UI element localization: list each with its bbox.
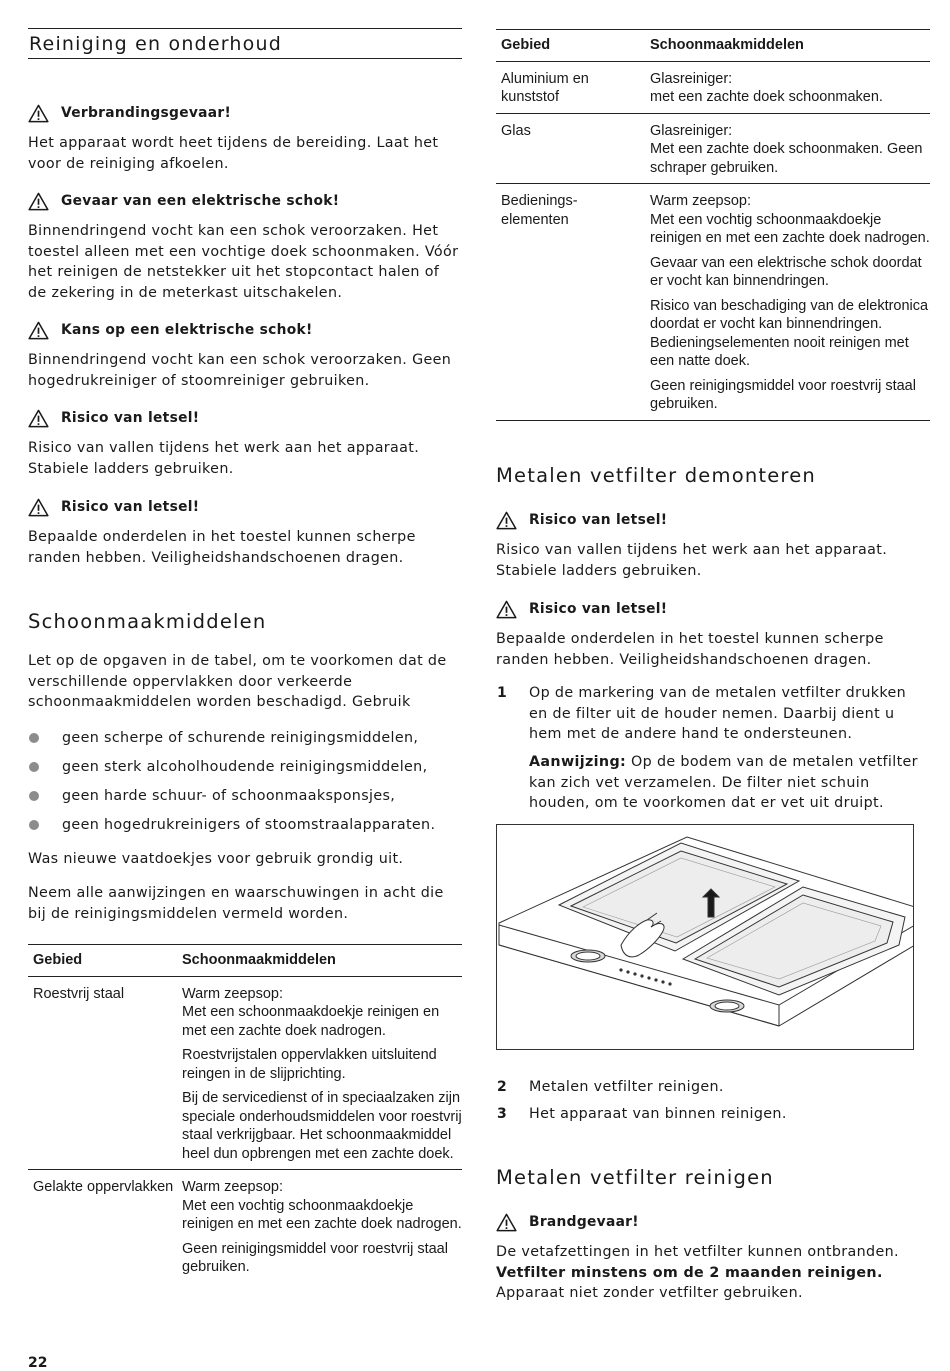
warning-text: Het apparaat wordt heet tijdens de bereiding. Laat het voor de reiniging afkoelen. — [28, 135, 439, 172]
warning-icon — [28, 104, 49, 123]
table-header-area: Gebied — [28, 945, 177, 977]
warning-icon — [496, 511, 517, 530]
warning-text: Risico van vallen tijdens het werk aan het apparaat. Stabiele ladders gebruiken. — [28, 440, 420, 477]
table-header-area: Gebied — [496, 30, 645, 62]
wash-note: Was nieuwe vaatdoekjes voor gebruik grondig uit. — [28, 851, 404, 867]
bullet-list — [28, 728, 462, 844]
warning-block — [496, 510, 930, 581]
warning-heading: Risico van letsel! — [496, 599, 930, 619]
warning-icon — [28, 192, 49, 211]
warning-text: Risico van vallen tijdens het werk aan het apparaat. Stabiele ladders gebruiken. — [496, 542, 888, 579]
warning-heading: Verbrandingsgevaar! — [28, 103, 462, 123]
step-number: 3 — [497, 1106, 508, 1122]
bullet-dot — [29, 791, 39, 801]
cleaning-heading: Schoonmaakmiddelen — [28, 610, 267, 633]
warning-heading: Risico van letsel! — [496, 510, 930, 530]
bullet-dot — [29, 733, 39, 743]
step-text: Metalen vetfilter reinigen. — [529, 1079, 724, 1095]
warning-heading: Kans op een elektrische schok! — [28, 320, 462, 340]
table-cell-agent: Warm zeepsop: Met een vochtig schoonmaakdoekje reinigen en met een zachte doek nadrogen. Gevaar van een elektrische schok doordat er vocht kan binnendringen. Risico van beschadiging van de elektronica doordat er vocht kan binnendringen. Bedieningselementen nooit reinigen met een natte doek. Geen reinigingsmiddel voor roestvrij staal gebruiken. — [645, 184, 930, 421]
step-note — [529, 752, 929, 814]
warning-icon — [28, 321, 49, 340]
warning-text: Binnendringend vocht kan een schok veroorzaken. Geen hogedrukreiniger of stoomreiniger gebruiken. — [28, 352, 452, 389]
list-item: geen sterk alcoholhoudende reinigingsmiddelen, — [28, 757, 462, 786]
warning-emphasis: Vetfilter minstens om de 2 maanden reinigen. — [496, 1264, 883, 1281]
clean-filter-heading: Metalen vetfilter reinigen — [496, 1166, 774, 1189]
note-text: Op de bodem van de metalen vetfilter kan zich vet verzamelen. De filter niet schuin houden, om te voorkomen dat er vet uit druipt. — [529, 754, 918, 811]
table-header-agent: Schoonmaakmiddelen — [645, 30, 930, 62]
warning-text: Bepaalde onderdelen in het toestel kunnen scherpe randen hebben. Veiligheidshandschoenen dragen. — [496, 631, 884, 668]
fire-warning-icon — [496, 1213, 517, 1232]
step-number: 2 — [497, 1079, 508, 1095]
bullet-dot — [29, 762, 39, 772]
list-item: geen scherpe of schurende reinigingsmiddelen, — [28, 728, 462, 757]
table-cell-area: Aluminium en kunststof — [496, 61, 645, 113]
table-row — [496, 61, 930, 113]
list-item: geen hogedrukreinigers of stoomstraalapparaten. — [28, 815, 462, 844]
table-cell-agent: Glasreiniger: Met een zachte doek schoonmaken. Geen schraper gebruiken. — [645, 113, 930, 184]
hood-filter-drawing — [497, 825, 914, 1050]
warning-heading: Risico van letsel! — [28, 408, 462, 428]
filter-removal-illustration — [496, 824, 914, 1050]
table-cell-agent: Warm zeepsop: Met een vochtig schoonmaakdoekje reinigen en met een zachte doek nadrogen. Geen reinigingsmiddel voor roestvrij staal gebruiken. — [177, 1170, 462, 1283]
warning-block — [496, 1212, 930, 1304]
cleaning-table-right — [496, 29, 930, 421]
table-cell-area: Glas — [496, 113, 645, 184]
table-cell-agent: Warm zeepsop: Met een schoonmaakdoekje reinigen en met een zachte doek nadrogen. Roestvrijstalen oppervlakken uitsluitend reingen in de slijprichting. Bij de servicedienst of in speciaalzaken zijn speciale onderhoudsmiddelen voor roestvrij staal verkrijgbaar. Het schoonmaakmiddel heel dun opbrengen met een zachte doek. — [177, 976, 462, 1170]
table-row — [496, 113, 930, 184]
table-cell-agent: Glasreiniger: met een zachte doek schoonmaken. — [645, 61, 930, 113]
step-1 — [496, 683, 930, 823]
warning-block — [28, 497, 462, 568]
warning-block — [496, 599, 930, 670]
cleaning-table-left — [28, 944, 462, 1283]
step-2 — [496, 1077, 930, 1099]
demount-heading: Metalen vetfilter demonteren — [496, 464, 816, 487]
table-row — [28, 1170, 462, 1283]
bullet-dot — [29, 820, 39, 830]
warning-block — [28, 103, 462, 174]
table-row — [28, 976, 462, 1170]
page-number: 22 — [28, 1355, 48, 1371]
step-number: 1 — [497, 685, 508, 701]
warning-text: Binnendringend vocht kan een schok veroorzaken. Het toestel alleen met een vochtige doek schoonmaken. Vóór het reinigen de netstekker uit het stopcontact halen of de zekering in de meterkast uitschakelen. — [28, 223, 459, 301]
note-label: Aanwijzing: — [529, 754, 627, 770]
table-cell-area: Bedienings- elementen — [496, 184, 645, 421]
step-text: Op de markering van de metalen vetfilter drukken en de filter uit de houder nemen. Daarbij dient u hem met de andere hand te ondersteunen. — [529, 685, 907, 742]
warning-heading: Gevaar van een elektrische schok! — [28, 191, 462, 211]
section-title: Reiniging en onderhoud — [28, 28, 462, 59]
warning-block — [28, 320, 462, 391]
warning-icon — [496, 600, 517, 619]
warning-heading: Risico van letsel! — [28, 497, 462, 517]
warning-text: Bepaalde onderdelen in het toestel kunnen scherpe randen hebben. Veiligheidshandschoenen dragen. — [28, 529, 416, 566]
warning-icon — [28, 409, 49, 428]
warning-heading: Brandgevaar! — [496, 1212, 930, 1232]
table-cell-area: Gelakte oppervlakken — [28, 1170, 177, 1283]
list-item: geen harde schuur- of schoonmaaksponsjes, — [28, 786, 462, 815]
observe-note: Neem alle aanwijzingen en waarschuwingen in acht die bij de reinigingsmiddelen vermeld worden. — [28, 885, 444, 922]
table-cell-area: Roestvrij staal — [28, 976, 177, 1170]
warning-text: De vetafzettingen in het vetfilter kunnen ontbranden. Vetfilter minstens om de 2 maanden reinigen. Apparaat niet zonder vetfilter gebruiken. — [496, 1244, 899, 1301]
warning-block — [28, 408, 462, 479]
table-row — [496, 184, 930, 421]
step-3 — [496, 1104, 930, 1126]
table-header-agent: Schoonmaakmiddelen — [177, 945, 462, 977]
cleaning-intro: Let op de opgaven in de tabel, om te voorkomen dat de verschillende oppervlakken door verkeerde schoonmaakmiddelen worden beschadigd. Gebruik — [28, 653, 447, 710]
step-text: Het apparaat van binnen reinigen. — [529, 1106, 787, 1122]
warning-block — [28, 191, 462, 303]
warning-icon — [28, 498, 49, 517]
